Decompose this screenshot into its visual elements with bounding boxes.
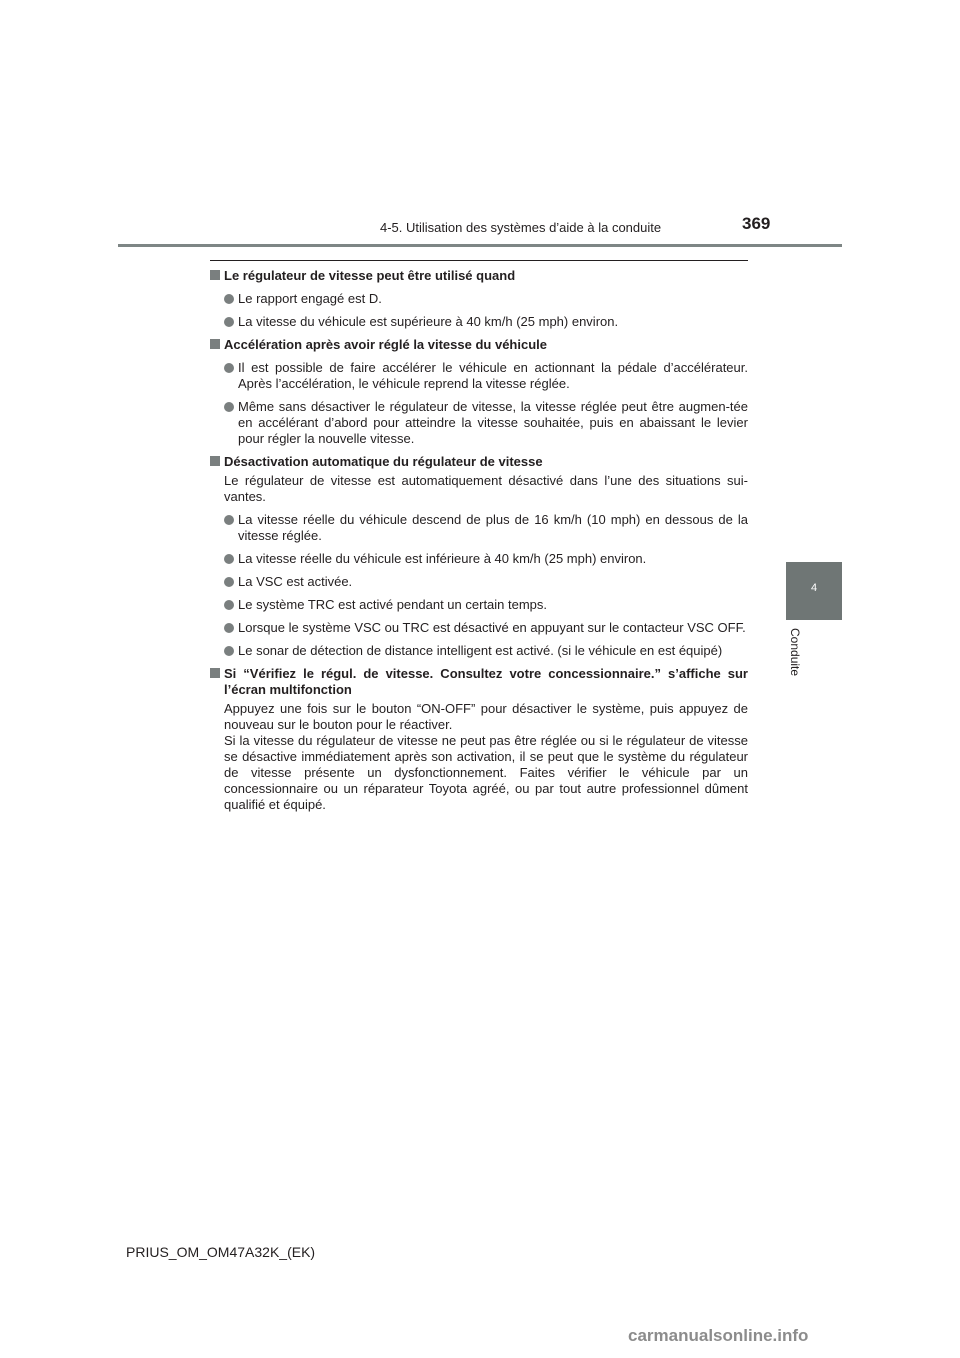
chapter-tab [786, 562, 842, 620]
chapter-label: Conduite [788, 628, 802, 677]
list-item: La vitesse réelle du véhicule est inférieure à 40 km/h (25 mph) environ. [210, 551, 748, 567]
section-heading: Le régulateur de vitesse peut être utilisé quand [210, 268, 748, 284]
square-bullet-icon [210, 270, 220, 280]
list-item: Le sonar de détection de distance intelligent est activé. (si le véhicule en est équipé) [210, 643, 748, 659]
header-section-title: 4-5. Utilisation des systèmes d’aide à la conduite [380, 220, 662, 235]
list-item: La vitesse du véhicule est supérieure à 40 km/h (25 mph) environ. [210, 314, 748, 330]
section-acceleration [210, 337, 748, 447]
header-rule [118, 244, 842, 247]
section-heading: Si “Vérifiez le régul. de vitesse. Consultez votre concessionnaire.” s’affiche sur l’écran multifonction [210, 666, 748, 698]
section-auto-deactivation [210, 454, 748, 659]
list-item: Le système TRC est activé pendant un certain temps. [210, 597, 748, 613]
paragraph: Appuyez une fois sur le bouton “ON-OFF” pour désactiver le système, puis appuyez de nouveau sur le bouton pour le réactiver. [224, 701, 748, 732]
paragraph: Si la vitesse du régulateur de vitesse ne peut pas être réglée ou si le régulateur de vitesse se désactive immédiatement après son activation, il se peut que le système du régulateur de vitesse présente un dysfonctionnement. Faites vérifier le véhicule par un concessionnaire ou un réparateur Toyota agréé, ou par tout autre professionnel dûment qualifié et équipé. [224, 733, 748, 812]
section-heading: Accélération après avoir réglé la vitesse du véhicule [210, 337, 748, 353]
document-code: PRIUS_OM_OM47A32K_(EK) [126, 1244, 316, 1260]
content-top-rule [210, 260, 748, 261]
chapter-label-container [784, 628, 804, 688]
list-item: Même sans désactiver le régulateur de vitesse, la vitesse réglée peut être augmen-tée en accélérant d’abord pour atteindre la vitesse souhaitée, puis en abaissant le levier pour régler la nouvelle vitesse. [210, 399, 748, 447]
circle-bullet-icon [224, 402, 234, 412]
section-cruise-usable [210, 268, 748, 330]
circle-bullet-icon [224, 515, 234, 525]
square-bullet-icon [210, 668, 220, 678]
circle-bullet-icon [224, 554, 234, 564]
section-intro: Le régulateur de vitesse est automatiquement désactivé dans l’une des situations sui-vantes. [224, 473, 748, 504]
list-item: Lorsque le système VSC ou TRC est désactivé en appuyant sur le contacteur VSC OFF. [210, 620, 748, 636]
list-item: Le rapport engagé est D. [210, 291, 748, 307]
page-content [210, 268, 748, 813]
circle-bullet-icon [224, 646, 234, 656]
circle-bullet-icon [224, 577, 234, 587]
square-bullet-icon [210, 456, 220, 466]
circle-bullet-icon [224, 600, 234, 610]
circle-bullet-icon [224, 294, 234, 304]
circle-bullet-icon [224, 317, 234, 327]
page-number: 369 [742, 214, 771, 233]
section-heading: Désactivation automatique du régulateur de vitesse [210, 454, 748, 470]
chapter-number: 4 [810, 582, 818, 594]
list-item: La VSC est activée. [210, 574, 748, 590]
list-item: Il est possible de faire accélérer le véhicule en actionnant la pédale d’accélérateur. Après l’accélération, le véhicule reprend la vitesse réglée. [210, 360, 748, 392]
watermark: carmanualsonline.info [628, 1326, 809, 1345]
circle-bullet-icon [224, 363, 234, 373]
section-check-message [210, 666, 748, 813]
square-bullet-icon [210, 339, 220, 349]
list-item: La vitesse réelle du véhicule descend de plus de 16 km/h (10 mph) en dessous de la vitesse réglée. [210, 512, 748, 544]
circle-bullet-icon [224, 623, 234, 633]
